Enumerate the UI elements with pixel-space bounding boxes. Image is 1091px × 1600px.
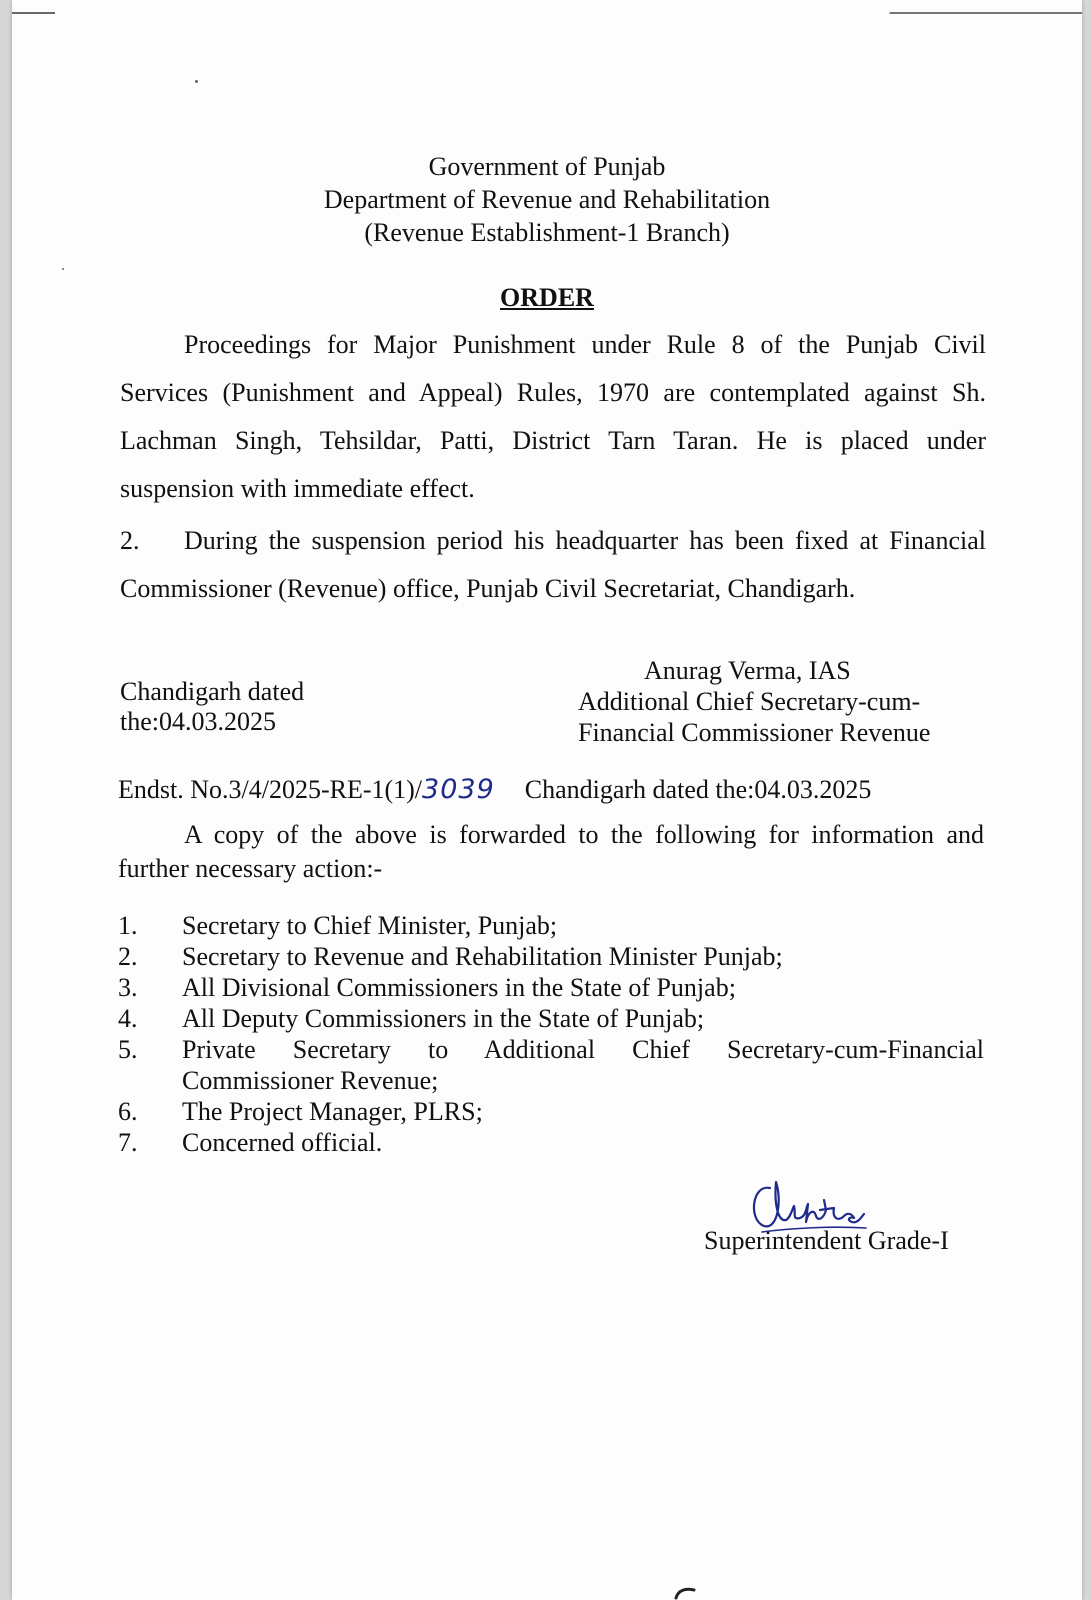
header-government: Government of Punjab	[428, 152, 666, 181]
list-item	[118, 1096, 984, 1127]
list-item	[118, 941, 984, 972]
signatory-name: Anurag Verma, IAS	[644, 656, 851, 685]
forwarding-text: A copy of the above is forwarded to the following for information and further necessary action:-	[118, 820, 984, 883]
list-text: Concerned official.	[182, 1128, 383, 1157]
signatory-block	[578, 655, 930, 748]
endorsement-number: Endst. No.3/4/2025-RE-1(1)/	[118, 775, 423, 804]
header-department: Department of Revenue and Rehabilitation	[323, 185, 771, 214]
list-item	[118, 1127, 984, 1158]
list-text: All Divisional Commissioners in the State of Punjab;	[182, 973, 736, 1002]
handwritten-number: 3039	[422, 774, 495, 805]
endorsement-line	[118, 774, 871, 805]
scan-mark	[672, 1586, 702, 1600]
list-item	[118, 910, 984, 941]
list-item	[118, 1003, 984, 1034]
list-text: Secretary to Revenue and Rehabilitation Minister Punjab;	[182, 942, 783, 971]
list-number: 7.	[118, 1128, 138, 1157]
list-item	[118, 1034, 984, 1096]
list-text: The Project Manager, PLRS;	[182, 1097, 483, 1126]
place-date-line1: Chandigarh dated	[120, 677, 305, 706]
list-number: 6.	[118, 1097, 138, 1126]
scan-speck	[195, 80, 198, 83]
closing-designation: Superintendent Grade-I	[704, 1226, 949, 1255]
document-page	[12, 0, 1082, 1600]
list-text-line2: Commissioner Revenue;	[182, 1066, 439, 1095]
signatory-designation-2: Financial Commissioner Revenue	[578, 718, 931, 747]
list-text: Secretary to Chief Minister, Punjab;	[182, 911, 558, 940]
scan-speck	[62, 268, 64, 270]
list-number: 3.	[118, 973, 138, 1002]
order-paragraph-2	[120, 517, 986, 613]
endorsement-date: Chandigarh dated the:04.03.2025	[524, 775, 872, 804]
recipient-list	[118, 910, 984, 1158]
list-text: All Deputy Commissioners in the State of Punjab;	[182, 1004, 705, 1033]
place-date-line2: the:04.03.2025	[120, 707, 276, 736]
signatory-designation-1: Additional Chief Secretary-cum-	[578, 687, 921, 716]
closing-signature-block	[704, 1170, 974, 1260]
list-number: 4.	[118, 1004, 138, 1033]
order-paragraph-1: Proceedings for Major Punishment under Rule 8 of the Punjab Civil Services (Punishment and Appeal) Rules, 1970 are contemplated against Sh. Lachman Singh, Tehsildar, Patti, District Tarn Taran. He is placed under suspension with immediate effect.	[120, 330, 986, 503]
top-edge-line	[12, 12, 1082, 14]
list-text-line1: Private Secretary to Additional Chief Secretary-cum-Financial	[182, 1035, 984, 1064]
list-text	[182, 1034, 984, 1096]
paragraph-2-text: During the suspension period his headquarter has been fixed at Financial Commissioner (Revenue) office, Punjab Civil Secretariat, Chandigarh.	[120, 526, 986, 603]
paragraph-number: 2.	[120, 526, 140, 555]
list-number: 5.	[118, 1035, 138, 1064]
order-title: ORDER	[500, 283, 594, 312]
list-number: 2.	[118, 942, 138, 971]
letterhead	[12, 150, 1082, 249]
list-number: 1.	[118, 911, 138, 940]
place-date-block	[120, 677, 304, 737]
header-branch: (Revenue Establishment-1 Branch)	[364, 218, 730, 247]
list-item	[118, 972, 984, 1003]
